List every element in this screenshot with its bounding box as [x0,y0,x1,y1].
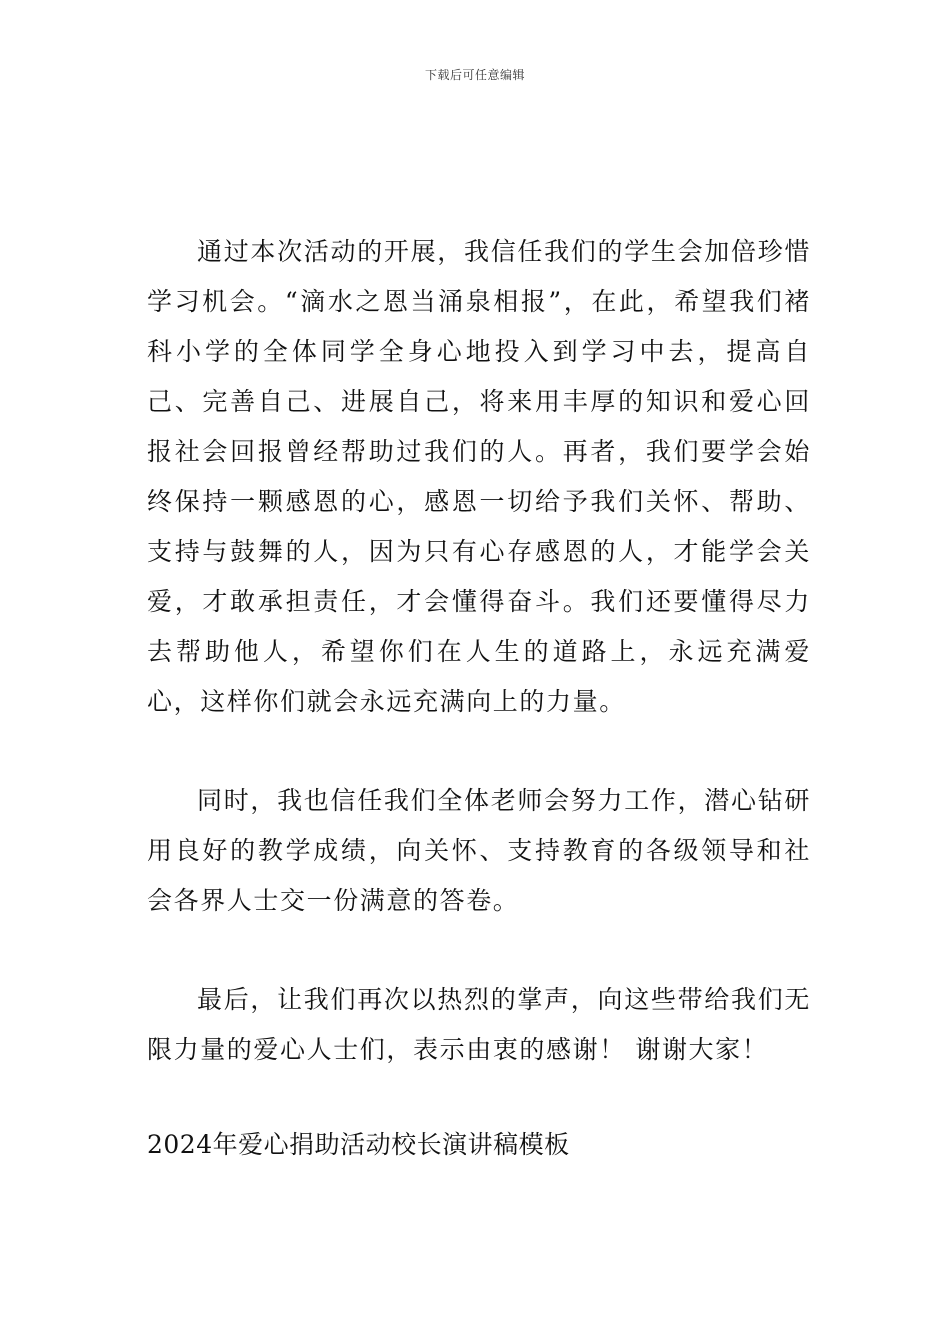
speech-paragraph-2 [147,776,811,926]
header-note: 下载后可任意编辑 [424,68,525,82]
paragraph-text: 最后，让我们再次以热烈的掌声，向这些带给我们无限力量的爱心人士们，表示由衷的感谢！ 谢谢大家！ [147,985,811,1064]
paragraph-text: 同时，我也信任我们全体老师会努力工作，潜心钻研用良好的教学成绩，向关怀、支持教育的各级领导和社会各界人士交一份满意的答卷。 [147,786,811,915]
paragraph-text: 通过本次活动的开展，我信任我们的学生会加倍珍惜学习机会。“滴水之恩当涌泉相报”，在此，希望我们褚科小学的全体同学全身心地投入到学习中去，提高自己、完善自己、进展自己，将来用丰厚的知识和爱心回报社会回报曾经帮助过我们的人。再者，我们要学会始终保持一颗感恩的心，感恩一切给予我们关怀、帮助、支持与鼓舞的人，因为只有心存感恩的人，才能学会关爱，才敢承担责任，才会懂得奋斗。我们还要懂得尽力去帮助他人，希望你们在人生的道路上，永远充满爱心，这样你们就会永远充满向上的力量。 [147,237,811,716]
document-title: 2024年爱心捐助活动校长演讲稿模板 [147,1130,570,1159]
speech-paragraph-1 [147,227,811,727]
speech-paragraph-3 [147,975,811,1075]
